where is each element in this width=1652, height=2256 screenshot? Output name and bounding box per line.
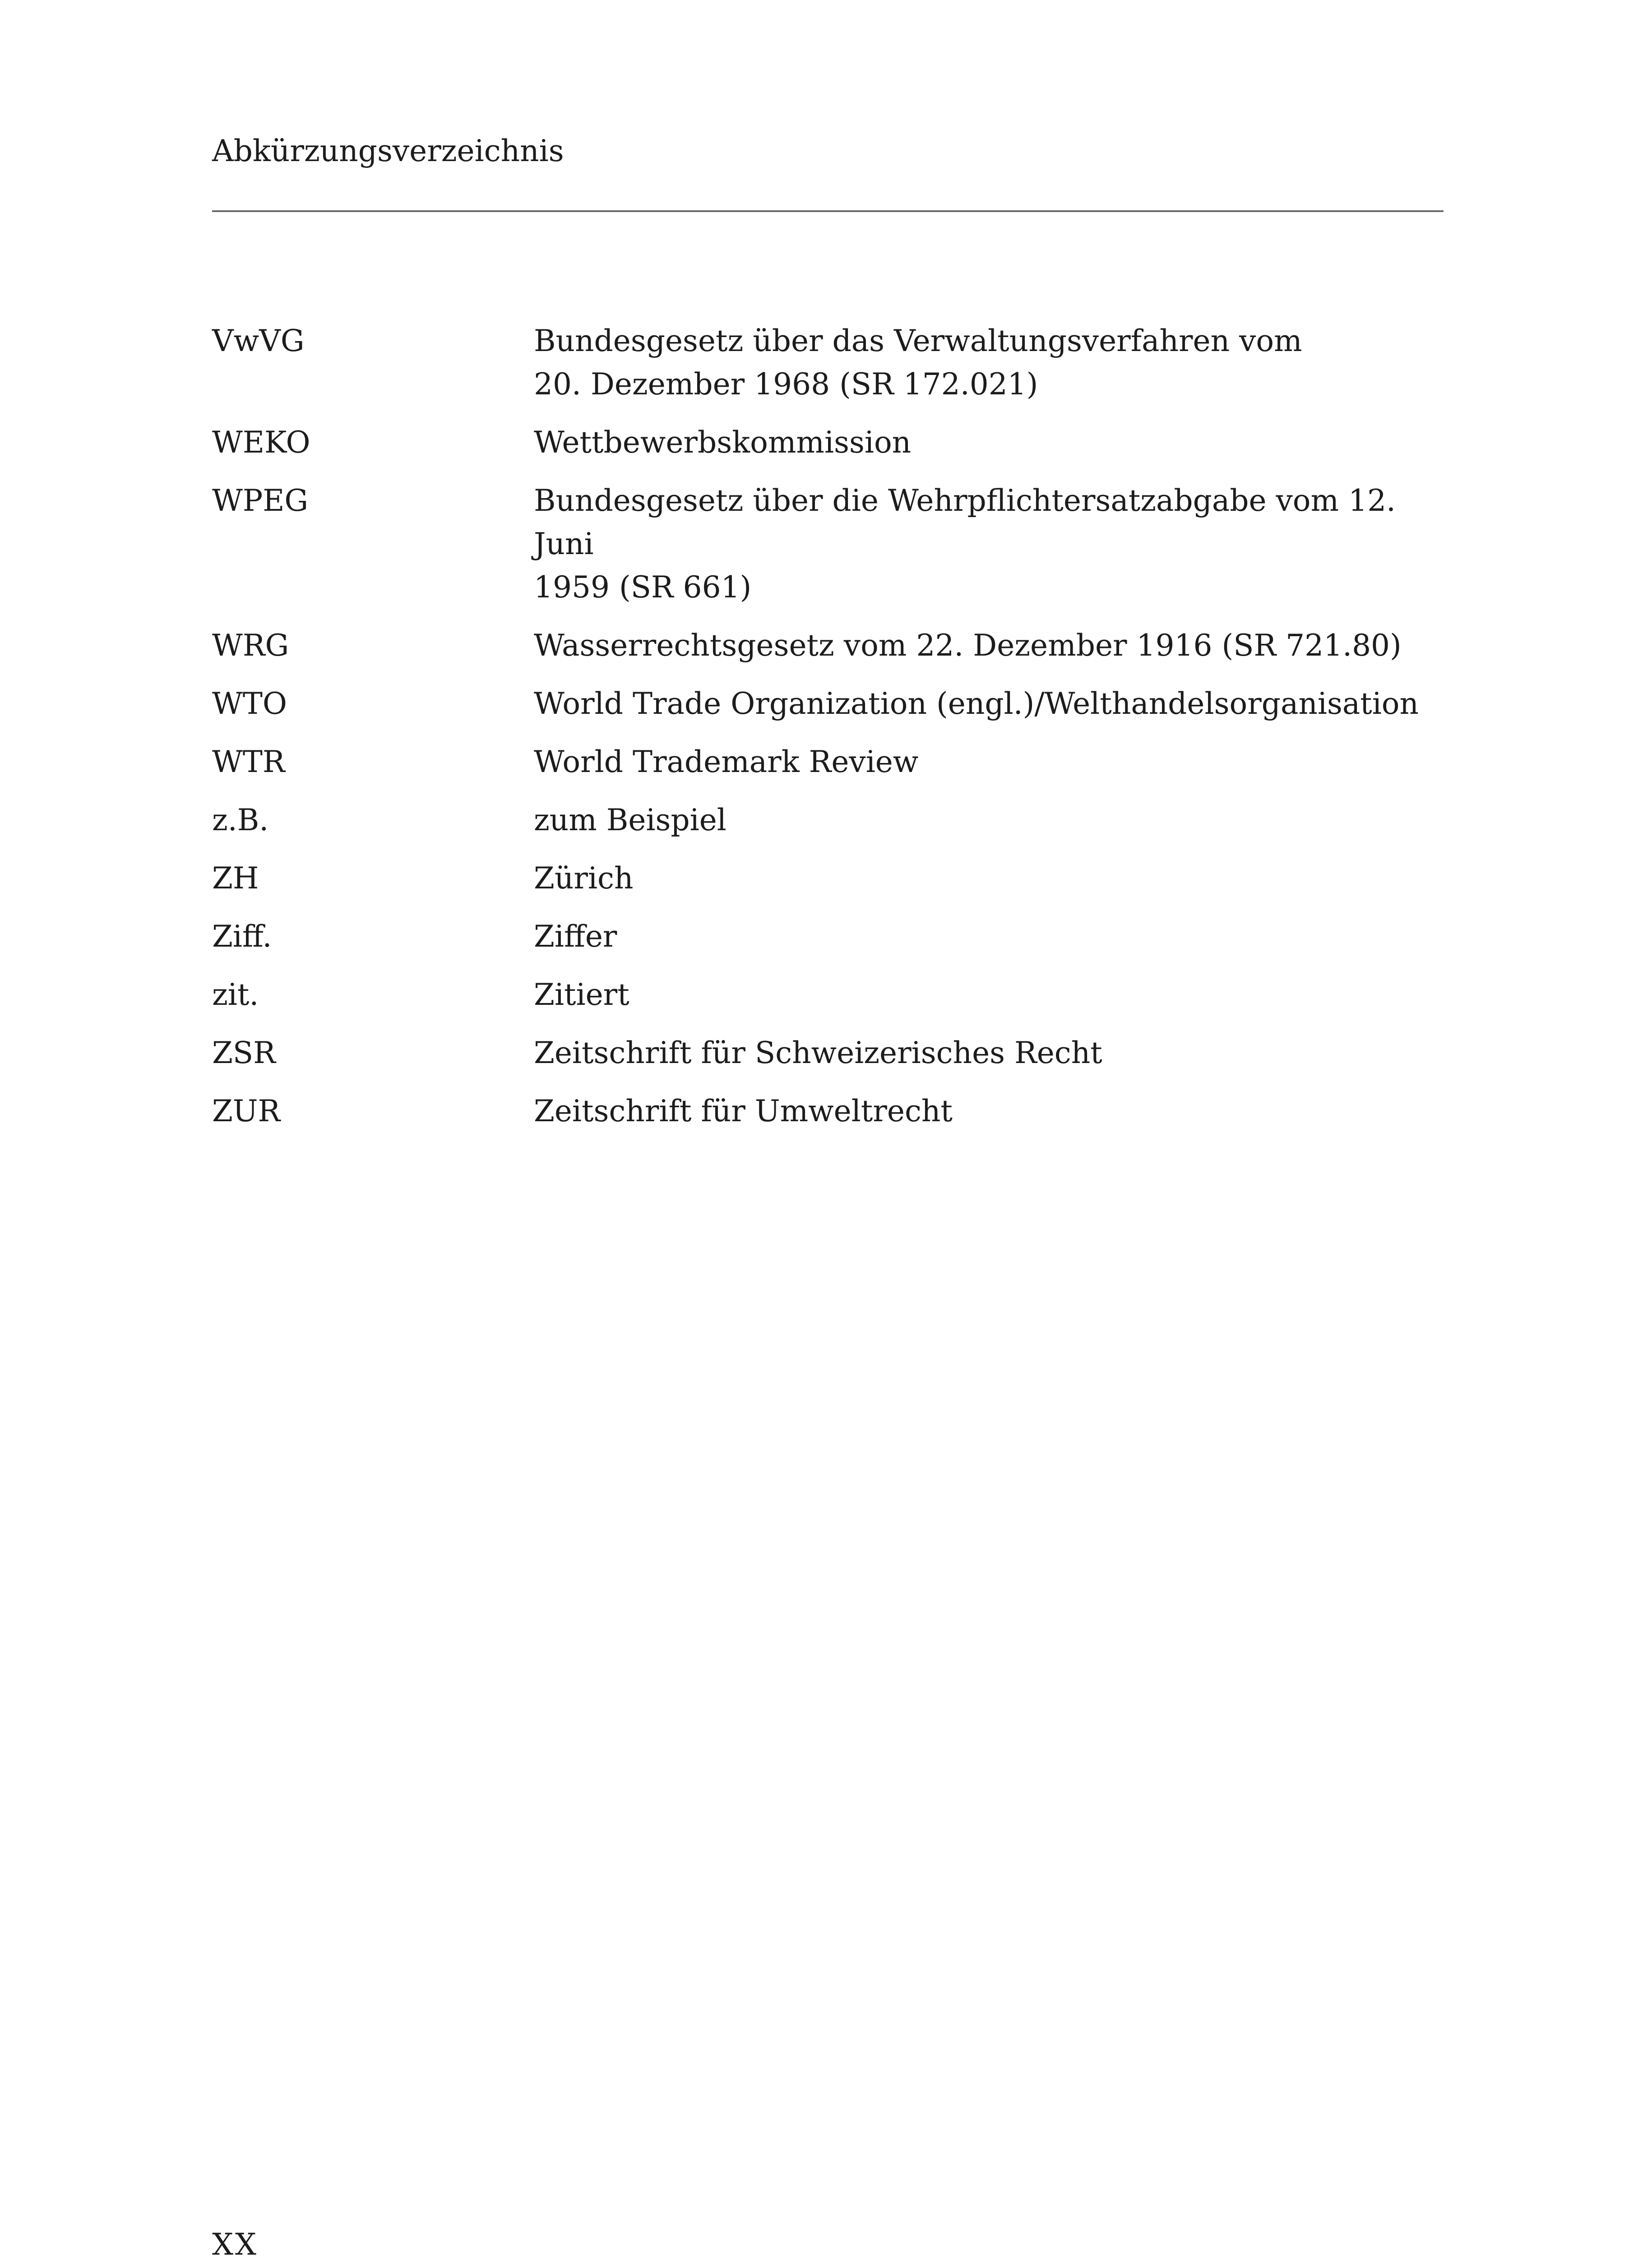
abbreviation-entry [212,1031,1444,1075]
abbreviation-entry [212,421,1444,464]
abbreviation-meaning: Zeitschrift für Umweltrecht [534,1094,953,1128]
abbreviation: WTO [212,686,287,721]
abbreviation-entry [212,915,1444,958]
abbreviation-meaning: World Trademark Review [534,744,919,779]
abbreviation-list [212,319,1444,1148]
abbreviation-entry [212,624,1444,667]
abbreviation-entry [212,740,1444,784]
abbreviation: ZH [212,861,259,896]
abbreviation-meaning: Ziffer [534,919,617,954]
abbreviation: z.B. [212,803,269,837]
abbreviation: Ziff. [212,919,272,954]
abbreviation: zit. [212,977,259,1012]
abbreviation-entry [212,1090,1444,1133]
header-rule [212,210,1444,212]
abbreviation-entry [212,682,1444,726]
abbreviation: WPEG [212,483,309,518]
abbreviation-meaning: Zitiert [534,977,629,1012]
abbreviation-meaning: Wasserrechtsgesetz vom 22. Dezember 1916 (SR 721.80) [534,628,1402,663]
abbreviation-entry [212,319,1444,406]
abbreviation: ZSR [212,1036,276,1070]
running-head: Abkürzungsverzeichnis [212,134,564,168]
abbreviation-meaning: World Trade Organization (engl.)/Welthandelsorganisation [534,686,1419,721]
abbreviation: WRG [212,628,289,663]
abbreviation-entry [212,857,1444,900]
abbreviation: VwVG [212,324,305,358]
abbreviation: WEKO [212,425,310,460]
abbreviation: WTR [212,744,285,779]
abbreviation-entry [212,799,1444,842]
abbreviation: ZUR [212,1094,281,1128]
abbreviation-entry [212,479,1444,609]
abbreviation-meaning: Bundesgesetz über die Wehrpflichtersatzabgabe vom 12. Juni 1959 (SR 661) [534,483,1396,605]
abbreviation-meaning: zum Beispiel [534,803,727,837]
abbreviation-meaning: Wettbewerbskommission [534,425,912,460]
abbreviation-meaning: Zeitschrift für Schweizerisches Recht [534,1036,1102,1070]
abbreviation-meaning: Bundesgesetz über das Verwaltungsverfahren vom 20. Dezember 1968 (SR 172.021) [534,324,1302,402]
abbreviation-meaning: Zürich [534,861,634,896]
page-number: XX [212,2227,258,2256]
abbreviation-entry [212,973,1444,1017]
